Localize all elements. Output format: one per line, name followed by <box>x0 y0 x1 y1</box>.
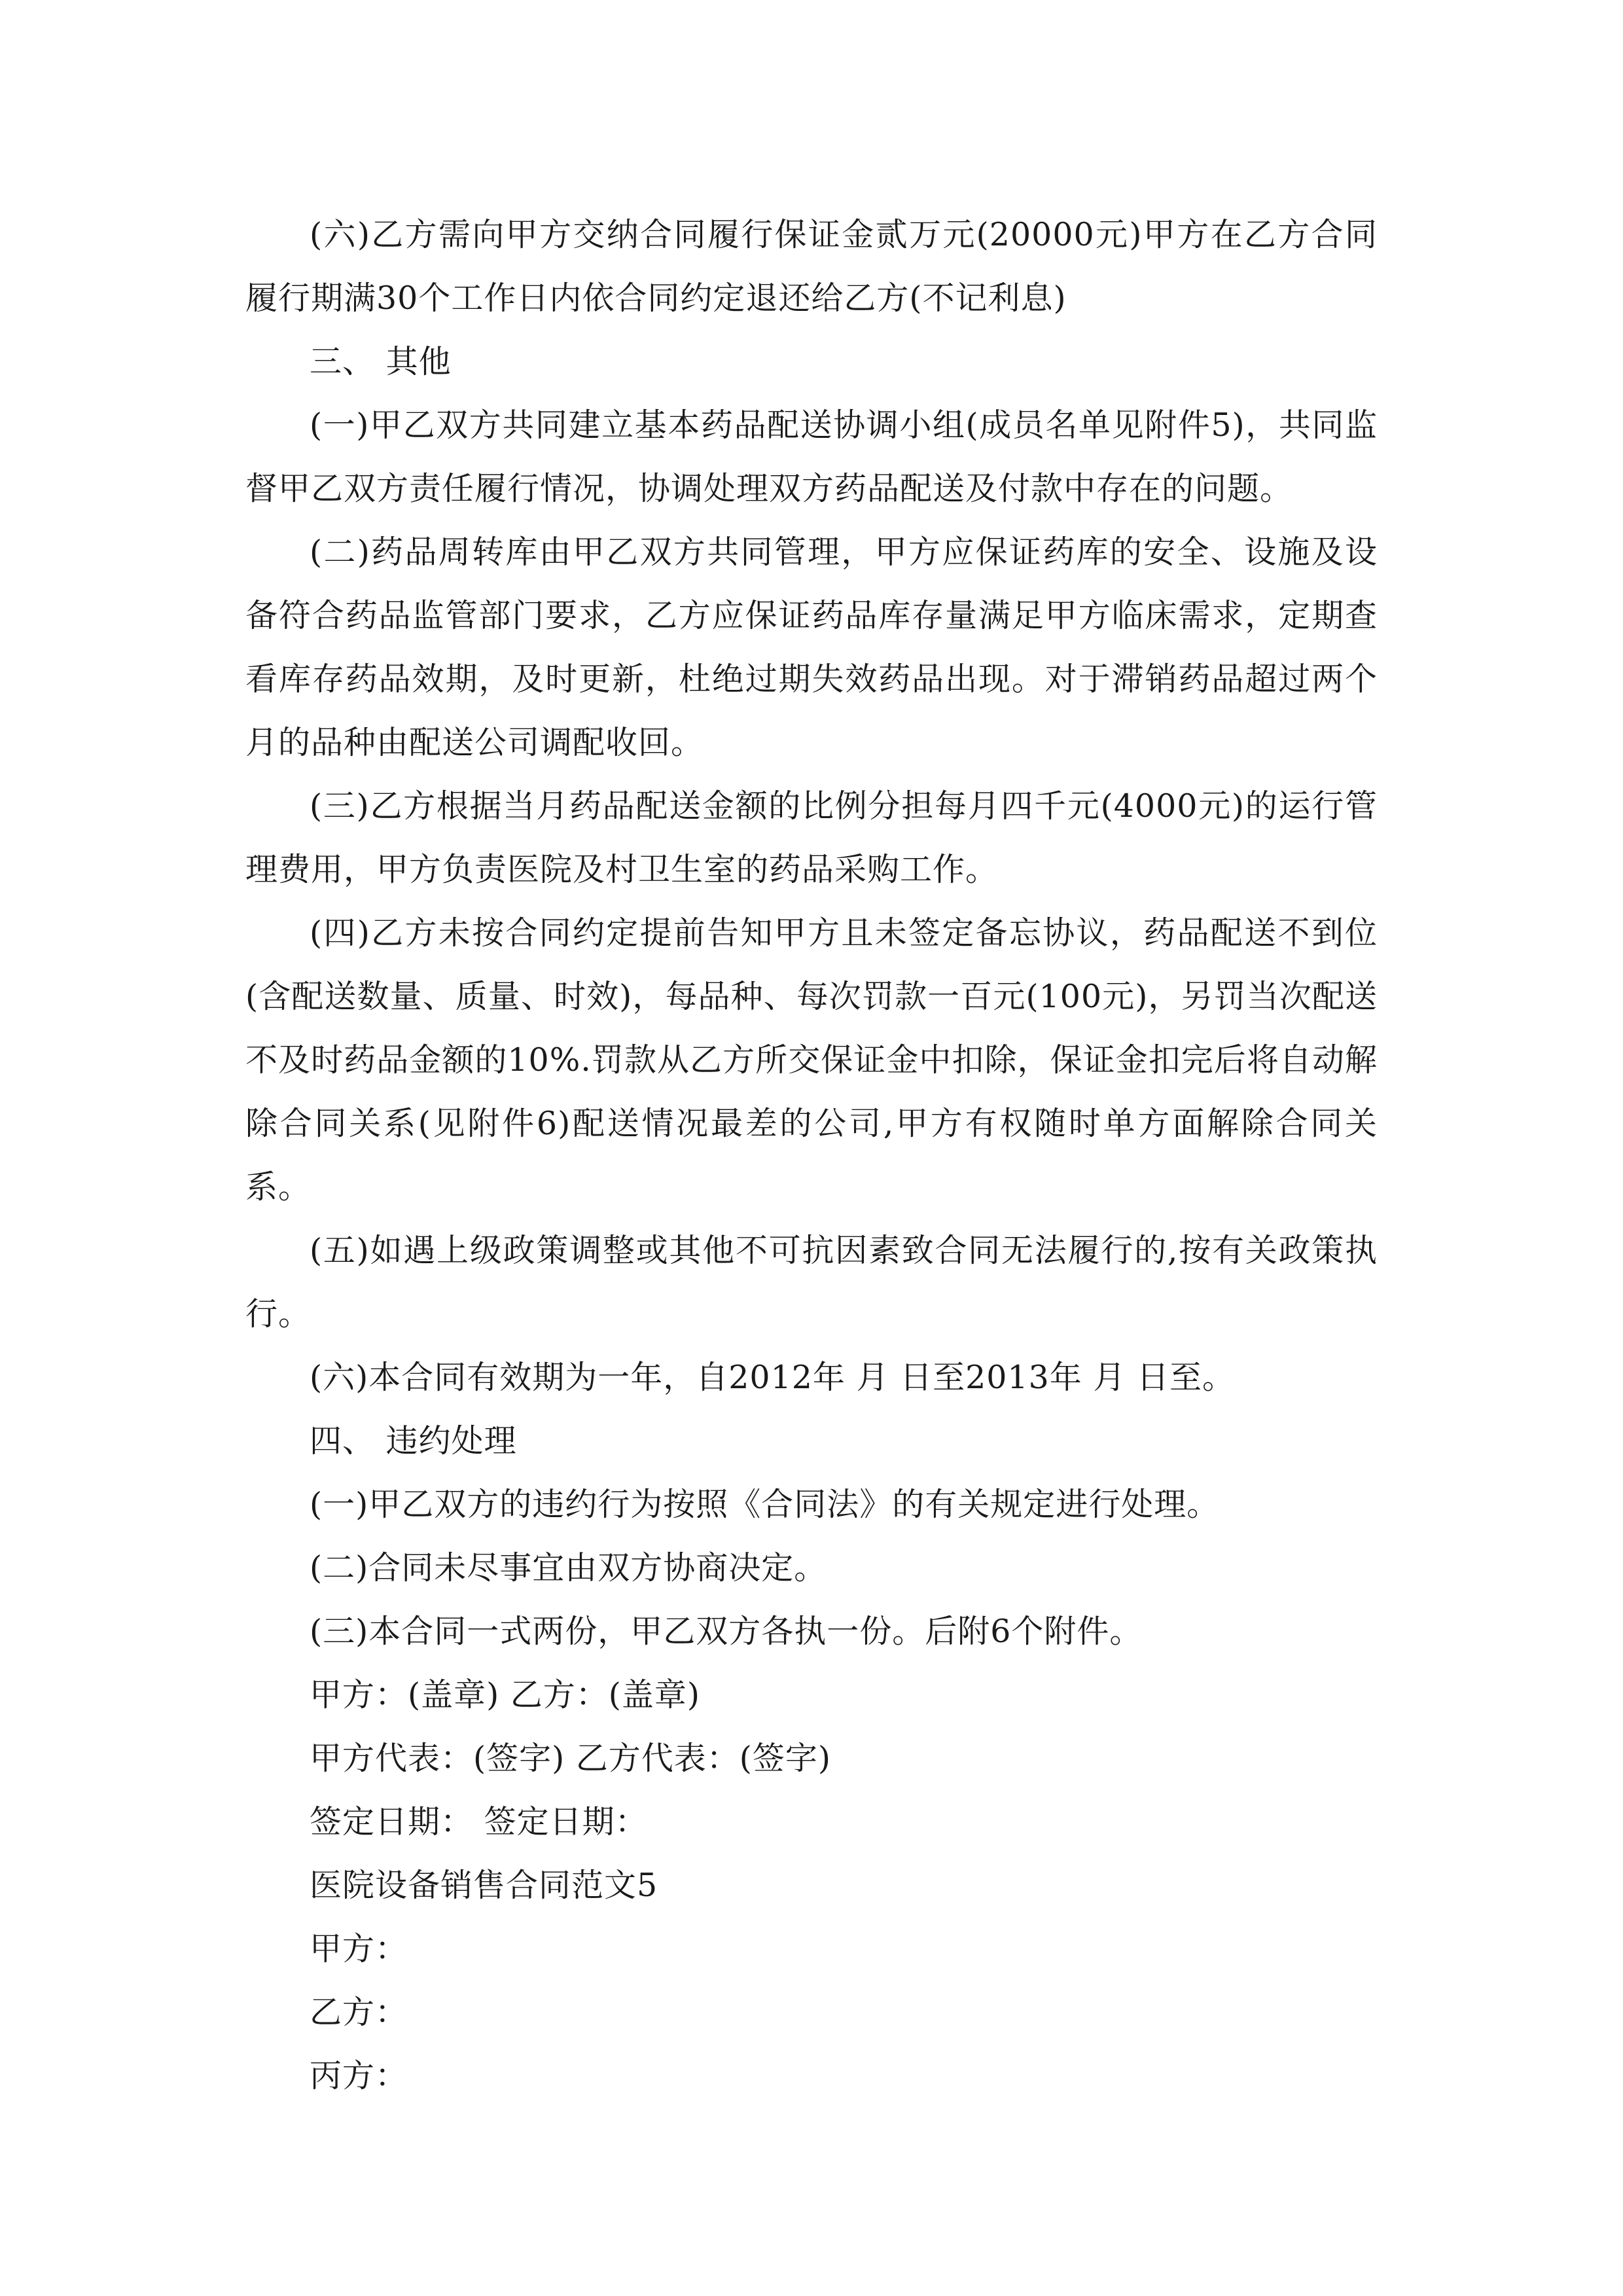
clause-4-2-unresolved: (二)合同未尽事宜由双方协商决定。 <box>310 1549 827 1587</box>
next-contract-title: 医院设备销售合同范文5 <box>310 1867 658 1904</box>
clause-6-deposit: (六)乙方需向甲方交纳合同履行保证金贰万元(20000元)甲方在乙方合同履行期满30个工作日内依合同约定退还给乙方(不记利息) <box>245 216 1378 317</box>
clause-4-1-breach: (一)甲乙双方的违约行为按照《合同法》的有关规定进行处理。 <box>310 1486 1220 1523</box>
signature-date-line: 签定日期： 签定日期： <box>310 1803 648 1840</box>
section-3-heading: 三、 其他 <box>310 343 452 380</box>
party-b-label: 乙方： <box>310 1994 408 2031</box>
section-4-heading: 四、 违约处理 <box>310 1422 517 1460</box>
clause-3-4-penalty: (四)乙方未按合同约定提前告知甲方且未签定备忘协议，药品配送不到位(含配送数量、质量、时效)，每品种、每次罚款一百元(100元)，另罚当次配送不及时药品金额的10%.罚款从乙方所交保证金中扣除，保证金扣完后将自动解除合同关系(见附件6)配送情况最差的公司,甲方有权随时单方面解除合同关系。 <box>245 914 1378 1206</box>
clause-3-1-coordination-group: (一)甲乙双方共同建立基本药品配送协调小组(成员名单见附件5)，共同监督甲乙双方责任履行情况，协调处理双方药品配送及付款中存在的问题。 <box>245 406 1378 507</box>
party-a-label: 甲方： <box>310 1930 408 1967</box>
signature-representative-line: 甲方代表：(签字) 乙方代表：(签字) <box>310 1740 832 1777</box>
clause-3-3-management-fee: (三)乙方根据当月药品配送金额的比例分担每月四千元(4000元)的运行管理费用，甲方负责医院及村卫生室的药品采购工作。 <box>245 787 1378 888</box>
clause-4-3-copies: (三)本合同一式两份，甲乙双方各执一份。后附6个附件。 <box>310 1613 1143 1650</box>
signature-seal-line: 甲方：(盖章) 乙方：(盖章) <box>310 1676 701 1713</box>
party-c-label: 丙方： <box>310 2057 408 2094</box>
clause-3-6-validity: (六)本合同有效期为一年，自2012年 月 日至2013年 月 日至。 <box>310 1359 1235 1396</box>
clause-3-2-warehouse: (二)药品周转库由甲乙双方共同管理，甲方应保证药库的安全、设施及设备符合药品监管部门要求，乙方应保证药品库存量满足甲方临床需求，定期查看库存药品效期，及时更新，杜绝过期失效药品出现。对于滞销药品超过两个月的品种由配送公司调配收回。 <box>245 533 1378 761</box>
clause-3-5-policy: (五)如遇上级政策调整或其他不可抗因素致合同无法履行的,按有关政策执行。 <box>245 1232 1378 1333</box>
document-body <box>245 203 1378 2108</box>
